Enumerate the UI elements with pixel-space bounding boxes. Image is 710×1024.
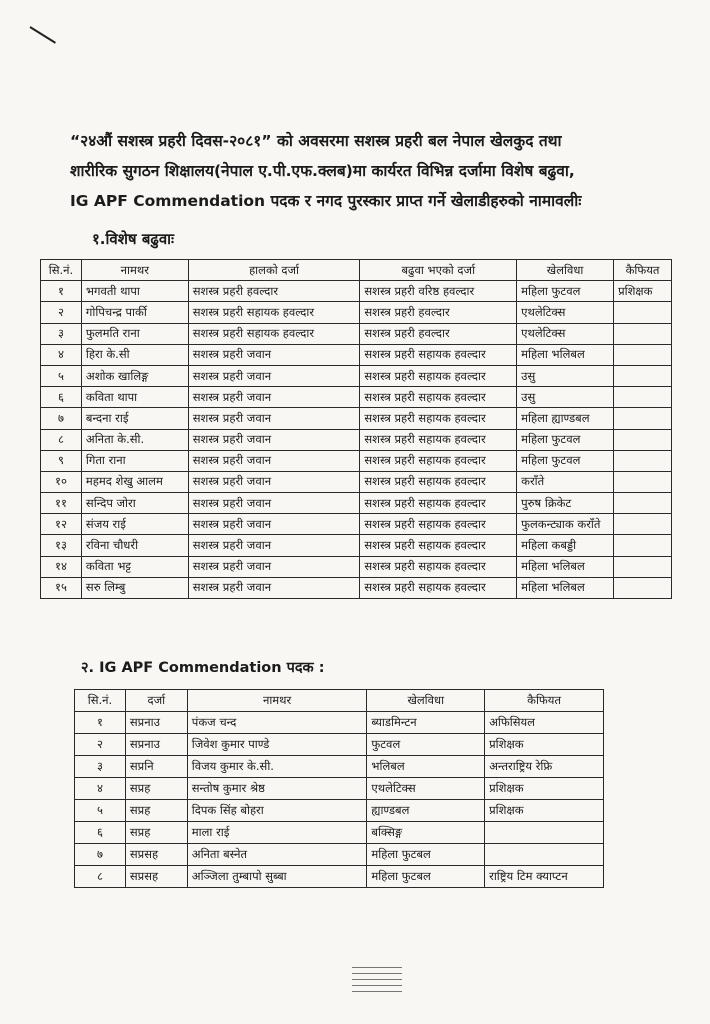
promotion-row [41, 408, 672, 429]
table-cell: सप्रसह [125, 844, 187, 866]
table-cell: एथलेटिक्स [517, 323, 614, 344]
table-cell: सप्रनि [125, 756, 187, 778]
table-cell: सन्तोष कुमार श्रेष्ठ [187, 778, 367, 800]
table-cell: ८ [41, 429, 82, 450]
table-cell [614, 493, 672, 514]
table-cell [614, 535, 672, 556]
table-cell: कराँते [517, 471, 614, 492]
table-cell: सशस्त्र प्रहरी जवान [188, 429, 360, 450]
table-cell: ७ [75, 844, 126, 866]
table-cell: उसु [517, 365, 614, 386]
table-cell [614, 408, 672, 429]
promotion-row [41, 302, 672, 323]
commendation-row [75, 778, 604, 800]
table-cell [614, 556, 672, 577]
table-cell: राष्ट्रिय टिम क्याप्टन [485, 866, 604, 888]
column-header: दर्जा [125, 690, 187, 712]
table-cell: पुरुष क्रिकेट [517, 493, 614, 514]
table-cell: पंकज चन्द [187, 712, 367, 734]
promotion-row [41, 450, 672, 471]
table-cell: बक्सिङ्ग [367, 822, 485, 844]
table-cell: सशस्त्र प्रहरी सहायक हवल्दार [360, 408, 517, 429]
commendation-row [75, 712, 604, 734]
table-cell: उसु [517, 387, 614, 408]
table-cell: महिला फुटवल [517, 450, 614, 471]
promotion-row [41, 365, 672, 386]
table-cell: एथलेटिक्स [517, 302, 614, 323]
table-cell: फुलमति राना [81, 323, 188, 344]
table-cell: महिला भलिबल [517, 556, 614, 577]
table-cell: प्रशिक्षक [485, 734, 604, 756]
column-header: नामथर [81, 260, 188, 281]
table-cell: ७ [41, 408, 82, 429]
table-cell: सशस्त्र प्रहरी जवान [188, 556, 360, 577]
signature-scribble [352, 962, 402, 1004]
commendation-row [75, 800, 604, 822]
column-header: खेलविधा [367, 690, 485, 712]
heading-line-2: शारीरिक सुगठन शिक्षालय(नेपाल ए.पी.एफ.क्लब)मा कार्यरत विभिन्न दर्जामा विशेष बढुवा, [70, 162, 575, 180]
table-cell [614, 429, 672, 450]
section-1-title: १.विशेष बढुवाः [92, 230, 175, 248]
table-cell: सशस्त्र प्रहरी जवान [188, 365, 360, 386]
promotion-row [41, 493, 672, 514]
table-header-row [41, 260, 672, 281]
table-cell: महिला फुटवल [517, 429, 614, 450]
commendation-row [75, 756, 604, 778]
table-cell: फुटवल [367, 734, 485, 756]
table-header-row [75, 690, 604, 712]
table-cell: सप्रसह [125, 866, 187, 888]
table-cell: महमद शेखु आलम [81, 471, 188, 492]
promotion-row [41, 577, 672, 598]
table-cell: सशस्त्र प्रहरी जवान [188, 471, 360, 492]
table-cell: ब्याडमिन्टन [367, 712, 485, 734]
commendation-row [75, 822, 604, 844]
table-cell: ह्याण्डबल [367, 800, 485, 822]
table-cell: सशस्त्र प्रहरी हवल्दार [188, 281, 360, 302]
table-cell [614, 450, 672, 471]
table-cell: ६ [41, 387, 82, 408]
table-cell: ११ [41, 493, 82, 514]
table-cell: सप्रह [125, 800, 187, 822]
table-cell: फुलकन्ट्याक कराँते [517, 514, 614, 535]
table-cell: सशस्त्र प्रहरी सहायक हवल्दार [360, 429, 517, 450]
commendation-row [75, 866, 604, 888]
table-cell: २ [41, 302, 82, 323]
table-cell: १३ [41, 535, 82, 556]
table-cell: गोपिचन्द्र पार्की [81, 302, 188, 323]
table-cell: बन्दना राई [81, 408, 188, 429]
table-cell [614, 514, 672, 535]
table-cell [614, 344, 672, 365]
table-cell: संजय राई [81, 514, 188, 535]
table-cell: जिवेश कुमार पाण्डे [187, 734, 367, 756]
table-cell: ३ [75, 756, 126, 778]
table-cell: महिला फुटबल [367, 866, 485, 888]
table-cell: सशस्त्र प्रहरी सहायक हवल्दार [188, 302, 360, 323]
table-cell: १५ [41, 577, 82, 598]
column-header: सि.नं. [41, 260, 82, 281]
commendation-row [75, 844, 604, 866]
table-cell: महिला फुटवल [517, 281, 614, 302]
table-cell: प्रशिक्षक [485, 800, 604, 822]
promotion-table [40, 259, 672, 599]
table-cell: १ [75, 712, 126, 734]
document-heading [70, 126, 670, 216]
table-cell [485, 844, 604, 866]
table-cell: एथलेटिक्स [367, 778, 485, 800]
table-cell: कविता भट्ट [81, 556, 188, 577]
table-cell: १ [41, 281, 82, 302]
table-cell: सशस्त्र प्रहरी जवान [188, 344, 360, 365]
table-cell: अफिसियल [485, 712, 604, 734]
table-cell: महिला कबड्डी [517, 535, 614, 556]
table-cell: सशस्त्र प्रहरी जवान [188, 387, 360, 408]
table-cell: सशस्त्र प्रहरी वरिष्ठ हवल्दार [360, 281, 517, 302]
table-cell [614, 387, 672, 408]
promotion-row [41, 556, 672, 577]
table-cell: सशस्त्र प्रहरी जवान [188, 408, 360, 429]
table-cell: अनिता बस्नेत [187, 844, 367, 866]
table-cell: ६ [75, 822, 126, 844]
table-cell: सशस्त्र प्रहरी जवान [188, 450, 360, 471]
table-cell: महिला भलिबल [517, 344, 614, 365]
table-cell: हिरा के.सी [81, 344, 188, 365]
table-cell: ८ [75, 866, 126, 888]
table-cell: सशस्त्र प्रहरी सहायक हवल्दार [360, 577, 517, 598]
table-cell: सशस्त्र प्रहरी हवल्दार [360, 302, 517, 323]
table-cell: सप्रनाउ [125, 734, 187, 756]
table-cell: ४ [75, 778, 126, 800]
table-cell [614, 471, 672, 492]
table-cell: सप्रह [125, 822, 187, 844]
table-cell: सशस्त्र प्रहरी सहायक हवल्दार [360, 535, 517, 556]
table-cell: महिला भलिबल [517, 577, 614, 598]
table-cell: प्रशिक्षक [485, 778, 604, 800]
table-cell: सप्रनाउ [125, 712, 187, 734]
promotion-row [41, 429, 672, 450]
promotion-row [41, 514, 672, 535]
column-header: सि.नं. [75, 690, 126, 712]
heading-line-1: “२४औं सशस्त्र प्रहरी दिवस-२०८१” को अवसरमा सशस्त्र प्रहरी बल नेपाल खेलकुद तथा [70, 132, 562, 150]
table-cell: २ [75, 734, 126, 756]
table-cell: १४ [41, 556, 82, 577]
table-cell: सशस्त्र प्रहरी जवान [188, 535, 360, 556]
column-header: हालको दर्जा [188, 260, 360, 281]
table-cell: सशस्त्र प्रहरी सहायक हवल्दार [360, 471, 517, 492]
table-cell: गिता राना [81, 450, 188, 471]
heading-line-3: IG APF Commendation पदक र नगद पुरस्कार प्राप्त गर्ने खेलाडीहरुको नामावलीः [70, 192, 582, 210]
table-cell [485, 822, 604, 844]
table-cell: अन्तराष्ट्रिय रेफ्रि [485, 756, 604, 778]
table-cell [614, 577, 672, 598]
table-cell: दिपक सिंह बोहरा [187, 800, 367, 822]
table-cell: सशस्त्र प्रहरी सहायक हवल्दार [188, 323, 360, 344]
promotion-row [41, 323, 672, 344]
table-cell: सशस्त्र प्रहरी सहायक हवल्दार [360, 556, 517, 577]
table-cell: माला राई [187, 822, 367, 844]
table-cell: अशोक खालिङ्ग [81, 365, 188, 386]
table-cell: ५ [41, 365, 82, 386]
table-cell: ४ [41, 344, 82, 365]
table-cell: भगवती थापा [81, 281, 188, 302]
table-cell: १२ [41, 514, 82, 535]
table-cell: सशस्त्र प्रहरी जवान [188, 493, 360, 514]
table-cell: सन्दिप जोरा [81, 493, 188, 514]
table-cell: ९ [41, 450, 82, 471]
table-cell: कविता थापा [81, 387, 188, 408]
section-2-title: २. IG APF Commendation पदक : [81, 660, 325, 676]
table-cell: सशस्त्र प्रहरी जवान [188, 514, 360, 535]
table-cell: अञ्जिला तुम्बापो सुब्बा [187, 866, 367, 888]
promotion-row [41, 344, 672, 365]
column-header: कैफियत [614, 260, 672, 281]
table-cell: सशस्त्र प्रहरी सहायक हवल्दार [360, 514, 517, 535]
table-cell: सशस्त्र प्रहरी सहायक हवल्दार [360, 387, 517, 408]
table-cell [614, 365, 672, 386]
table-cell: रविना चौधरी [81, 535, 188, 556]
table-cell [614, 323, 672, 344]
table-cell: अनिता के.सी. [81, 429, 188, 450]
table-cell: सशस्त्र प्रहरी सहायक हवल्दार [360, 344, 517, 365]
commendation-table [74, 689, 604, 888]
column-header: कैफियत [485, 690, 604, 712]
table-cell: सशस्त्र प्रहरी हवल्दार [360, 323, 517, 344]
table-cell: १० [41, 471, 82, 492]
table-cell: महिला ह्याण्डबल [517, 408, 614, 429]
table-cell: भलिबल [367, 756, 485, 778]
table-cell [614, 302, 672, 323]
promotion-row [41, 535, 672, 556]
commendation-row [75, 734, 604, 756]
promotion-row [41, 471, 672, 492]
corner-pen-mark [29, 26, 56, 44]
table-cell: सशस्त्र प्रहरी सहायक हवल्दार [360, 450, 517, 471]
promotion-row [41, 281, 672, 302]
table-cell: ३ [41, 323, 82, 344]
table-cell: सप्रह [125, 778, 187, 800]
table-cell: सरु लिम्बु [81, 577, 188, 598]
column-header: नामथर [187, 690, 367, 712]
table-cell: विजय कुमार के.सी. [187, 756, 367, 778]
promotion-row [41, 387, 672, 408]
table-cell: सशस्त्र प्रहरी सहायक हवल्दार [360, 493, 517, 514]
table-cell: सशस्त्र प्रहरी सहायक हवल्दार [360, 365, 517, 386]
table-cell: सशस्त्र प्रहरी जवान [188, 577, 360, 598]
table-cell: महिला फुटबल [367, 844, 485, 866]
column-header: बढुवा भएको दर्जा [360, 260, 517, 281]
column-header: खेलविधा [517, 260, 614, 281]
table-cell: प्रशिक्षक [614, 281, 672, 302]
table-cell: ५ [75, 800, 126, 822]
